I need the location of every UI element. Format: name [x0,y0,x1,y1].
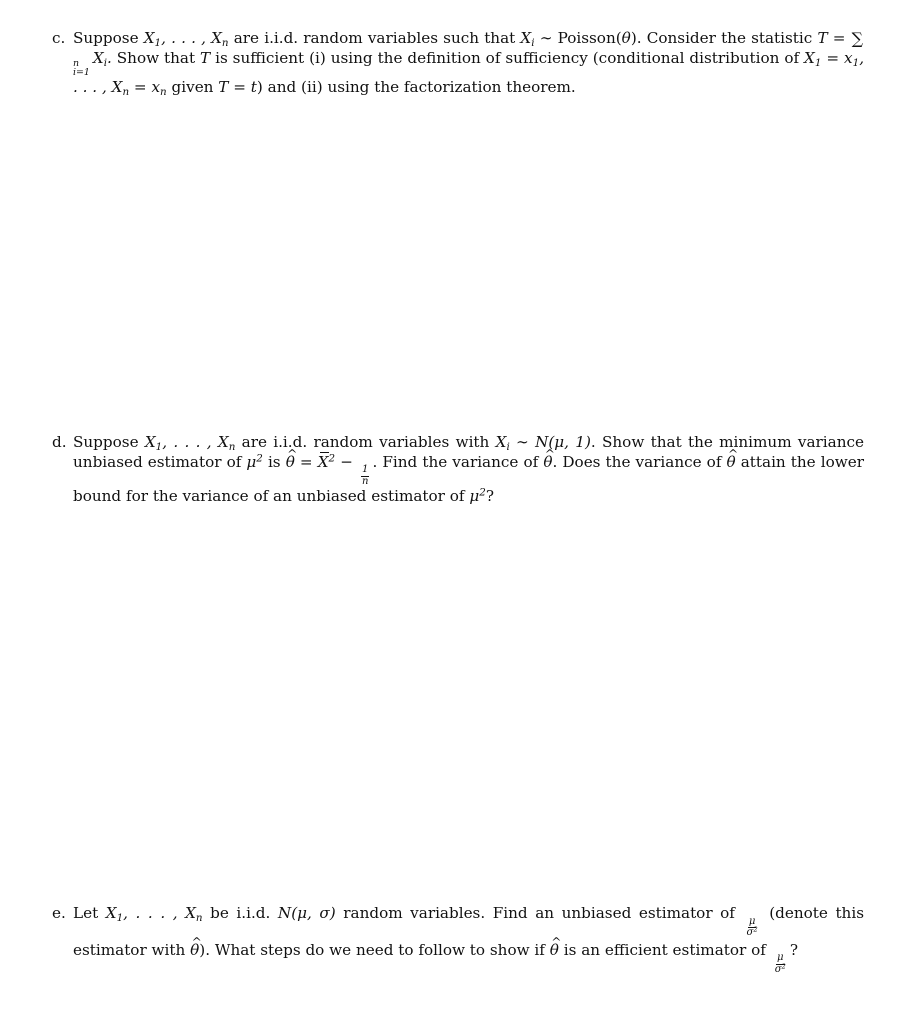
math-normal-dist: $X_i$ ∼ N(μ, 1) [495,433,591,454]
problem-c-text-6: is sufficient (i) using the definition of sufficiency (conditional distribution of [210,48,805,67]
problem-e-text-2: be i.i.d. [202,904,278,922]
problem-c [52,29,864,97]
problem-e-label: e. [52,904,66,922]
problem-e-text-5: ). What steps do we need to follow to show if [199,940,550,959]
math-normal-sigma: N(μ, σ) [277,904,336,922]
problem-e-text-1: Let [73,904,106,922]
problem-c-text-3: Poisson( [552,29,622,47]
problem-e-text-6: is an efficient estimator of [558,940,771,959]
math-ratio: $\frac{\mu}{\sigma^2}$ [746,915,758,939]
math-condition: $X_1 = x_1$, . . . , $X_n = x_n$ [73,48,865,98]
problem-e-text-3: random variables. Find an unbiased estimator of [335,904,743,922]
math-statistic-t: T = ∑ n i=1 $X_i$. [73,29,864,79]
math-sample-c: $X_1$, . . . , $X_n$ [143,29,229,50]
math-sample-e: $X_1$, . . . , $X_n$ [105,904,203,925]
problem-c-label: c. [52,29,66,47]
problem-d-label: d. [52,433,67,451]
problem-d-text-6: . Does the variance of [552,452,727,471]
math-xi-dist: $X_i$ ∼ [520,29,553,50]
problem-d-text-3: . Show that the minimum variance unbiased estimator of [73,433,864,471]
problem-c-text-2: are i.i.d. random variables such that [228,29,521,47]
problem-e [52,902,864,975]
problem-e-text: Let $X_1$, . . . , $X_n$ be i.i.d. N(μ, σ) random variables. Find an unbiased estimator of $\frac{\mu}{\sigma^2}$ (denote this estimator with θ ^). What steps do we need to follow to show if θ ^ is an efficient estimator of $\frac{\mu}{\sigma^2}$ ? [73,902,864,975]
problem-c-text-5: Show that [111,48,201,67]
problem-d [52,433,864,507]
problem-d-text-2: are i.i.d. random variables with [235,433,496,451]
problem-c-text-4: ). Consider the statistic [630,29,818,47]
problem-c-text-8: ) and (ii) using the factorization theorem. [256,77,576,96]
problem-e-text-7: ? [789,940,799,959]
math-sample-d: $X_1$, . . . , $X_n$ [144,433,236,454]
problem-d-text-8: ? [485,487,494,506]
problem-d-text-7: attain the lower bound for the variance of an unbiased estimator of [73,452,864,506]
problem-d-text: Suppose $X_1$, . . . , $X_n$ are i.i.d. random variables with $X_i$ ∼ N(μ, 1). Show that the minimum variance unbiased estimator of $\mu^2$ is θ ^ = $X^2$ − $\frac{1}{n}$ . Find the variance of θ ^. Does the variance of θ ^ attain the lower bound for the variance of an unbiased estimator of $\mu^2$? [73,433,864,507]
problem-d-text-4: is [262,452,286,471]
problem-e-text-4: (denote this estimator with [73,904,864,959]
problem-d-text-5: . Find the variance of [372,452,544,471]
problem-c-text-7: given [166,77,219,96]
math-estimator: θ ^ = $X^2$ − $\frac{1}{n}$ [286,453,373,471]
problem-c-text: Suppose $X_1$, . . . , $X_n$ are i.i.d. random variables such that $X_i$ ∼ Poisson(θ). Consider the statistic T = ∑ n i=1 $X_i$. Show that T is sufficient (i) using the definition of sufficiency (conditional distribution of $X_1 = x_1$, . . . , $X_n = x_n$ given T = t) and (ii) using the factorization theorem. [73,29,865,98]
problem-c-text-1: Suppose [73,29,144,47]
problem-d-text-1: Suppose [73,433,145,451]
